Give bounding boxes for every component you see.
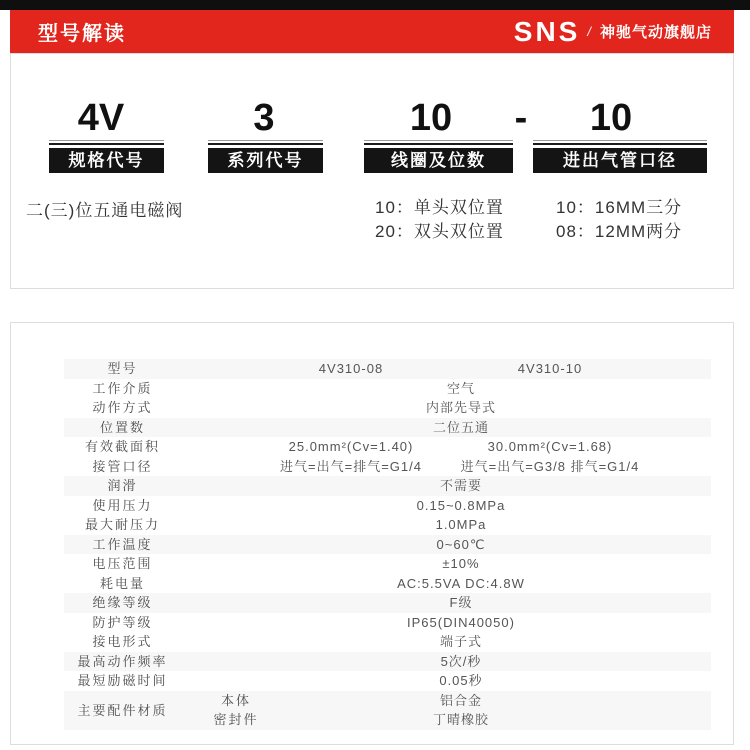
spec-label: 有效截面积: [84, 439, 160, 454]
spec-row-medium: [64, 379, 711, 399]
note-coil-options: [375, 196, 525, 244]
spec-sublabel-seal: 密封件: [213, 712, 259, 727]
tag-coil-positions: [364, 140, 513, 173]
model-code-series: 3: [253, 97, 275, 139]
spec-value-right: 30.0mm²(Cv=1.68): [487, 439, 613, 454]
spec-value-model-08: 4V310-08: [318, 361, 384, 376]
spec-row-insulation: [64, 593, 711, 613]
spec-value: IP65(DIN40050): [407, 614, 515, 630]
spec-value: 内部先导式: [425, 400, 496, 415]
tag-label: 进出气管口径: [533, 148, 707, 173]
spec-row-positions: [64, 418, 711, 438]
spec-subvalue-body: 铝合金: [439, 692, 482, 708]
spec-sublabel-body: 本体: [220, 692, 251, 708]
spec-label: 最高动作频率: [77, 653, 168, 669]
shop-name: 神驰气动旗舰店: [599, 24, 712, 41]
spec-label: 耗电量: [99, 575, 145, 591]
model-breakdown-card: [10, 53, 734, 289]
spec-label: 工作温度: [92, 536, 153, 552]
tag-rule: [49, 140, 164, 145]
spec-value-right: 进气=出气=G3/8 排气=G1/4: [460, 458, 640, 474]
spec-label: 最短励磁时间: [77, 673, 168, 688]
spec-value: ±10%: [442, 556, 480, 571]
spec-row-model: [64, 359, 711, 379]
note-port-options: [556, 196, 706, 244]
spec-label: 接管口径: [92, 458, 153, 474]
tag-rule: [364, 140, 513, 145]
spec-label: 润滑: [107, 478, 138, 493]
brand-separator: /: [587, 24, 591, 39]
spec-row-temperature: [64, 535, 711, 555]
tag-rule: [533, 140, 707, 145]
spec-row-max-pressure: [64, 515, 711, 535]
spec-label: 使用压力: [92, 497, 153, 513]
section-title: 型号解读: [38, 23, 126, 45]
spec-value-left: 25.0mm²(Cv=1.40): [288, 439, 414, 454]
spec-value: 端子式: [439, 634, 482, 649]
spec-value: 0.05秒: [439, 673, 483, 688]
model-code-coil: 10: [409, 97, 453, 139]
spec-row-section-area: [64, 437, 711, 457]
spec-label: 绝缘等级: [92, 595, 153, 610]
spec-value: 不需要: [439, 478, 482, 493]
spec-row-min-excitation: [64, 671, 711, 691]
model-code-port: 10: [589, 97, 633, 139]
spec-subvalue-seal: 丁晴橡胶: [432, 712, 489, 727]
spec-label: 工作介质: [92, 380, 153, 396]
spec-row-lubrication: [64, 476, 711, 496]
spec-value: 5次/秒: [440, 653, 482, 669]
top-black-strip: [0, 0, 750, 10]
note-valve-type: 二(三)位五通电磁阀: [26, 201, 184, 220]
spec-value: AC:5.5VA DC:4.8W: [397, 575, 525, 591]
spec-row-connection: [64, 632, 711, 652]
note-line: 10：单头双位置: [375, 198, 504, 217]
tag-rule: [208, 140, 323, 145]
brand-logo-text: SNS: [513, 15, 581, 47]
spec-row-port-size: [64, 457, 711, 477]
spec-label: 主要配件材质: [77, 702, 168, 718]
spec-value: 空气: [446, 380, 475, 396]
model-code-spec: 4V: [77, 97, 125, 139]
spec-value: 0~60℃: [436, 536, 486, 552]
tag-port-size: [533, 140, 707, 173]
spec-value: 二位五通: [432, 419, 489, 435]
spec-row-voltage-range: [64, 554, 711, 574]
spec-row-actuation: [64, 398, 711, 418]
spec-label: 最大耐压力: [84, 517, 160, 532]
spec-value: 0.15~0.8MPa: [416, 497, 506, 513]
note-line: 08：12MM两分: [556, 222, 683, 241]
spec-value-model-10: 4V310-10: [517, 361, 583, 376]
spec-table-card: [10, 322, 734, 745]
spec-label: 动作方式: [92, 400, 153, 415]
spec-row-materials: [64, 691, 711, 730]
spec-label: 位置数: [99, 419, 145, 435]
spec-row-power: [64, 574, 711, 594]
section-header-bar: [10, 10, 734, 53]
note-line: 20：双头双位置: [375, 222, 504, 241]
note-line: 10：16MM三分: [556, 198, 683, 217]
spec-label: 电压范围: [92, 556, 153, 571]
spec-row-max-frequency: [64, 652, 711, 672]
model-code-dash: -: [514, 97, 528, 139]
spec-label: 接电形式: [92, 634, 153, 649]
spec-table: [64, 359, 711, 730]
spec-row-working-pressure: [64, 496, 711, 516]
spec-value-left: 进气=出气=排气=G1/4: [280, 458, 422, 474]
tag-label: 系列代号: [208, 148, 323, 173]
tag-series-code: [208, 140, 323, 173]
spec-value: F级: [449, 595, 473, 610]
spec-label: 防护等级: [92, 614, 153, 630]
spec-value: 1.0MPa: [435, 517, 487, 532]
tag-label: 线圈及位数: [364, 148, 513, 173]
tag-label: 规格代号: [49, 148, 164, 173]
brand-block: [513, 15, 712, 47]
spec-label: 型号: [107, 361, 138, 376]
spec-row-protection: [64, 613, 711, 633]
tag-spec-code: [49, 140, 164, 173]
